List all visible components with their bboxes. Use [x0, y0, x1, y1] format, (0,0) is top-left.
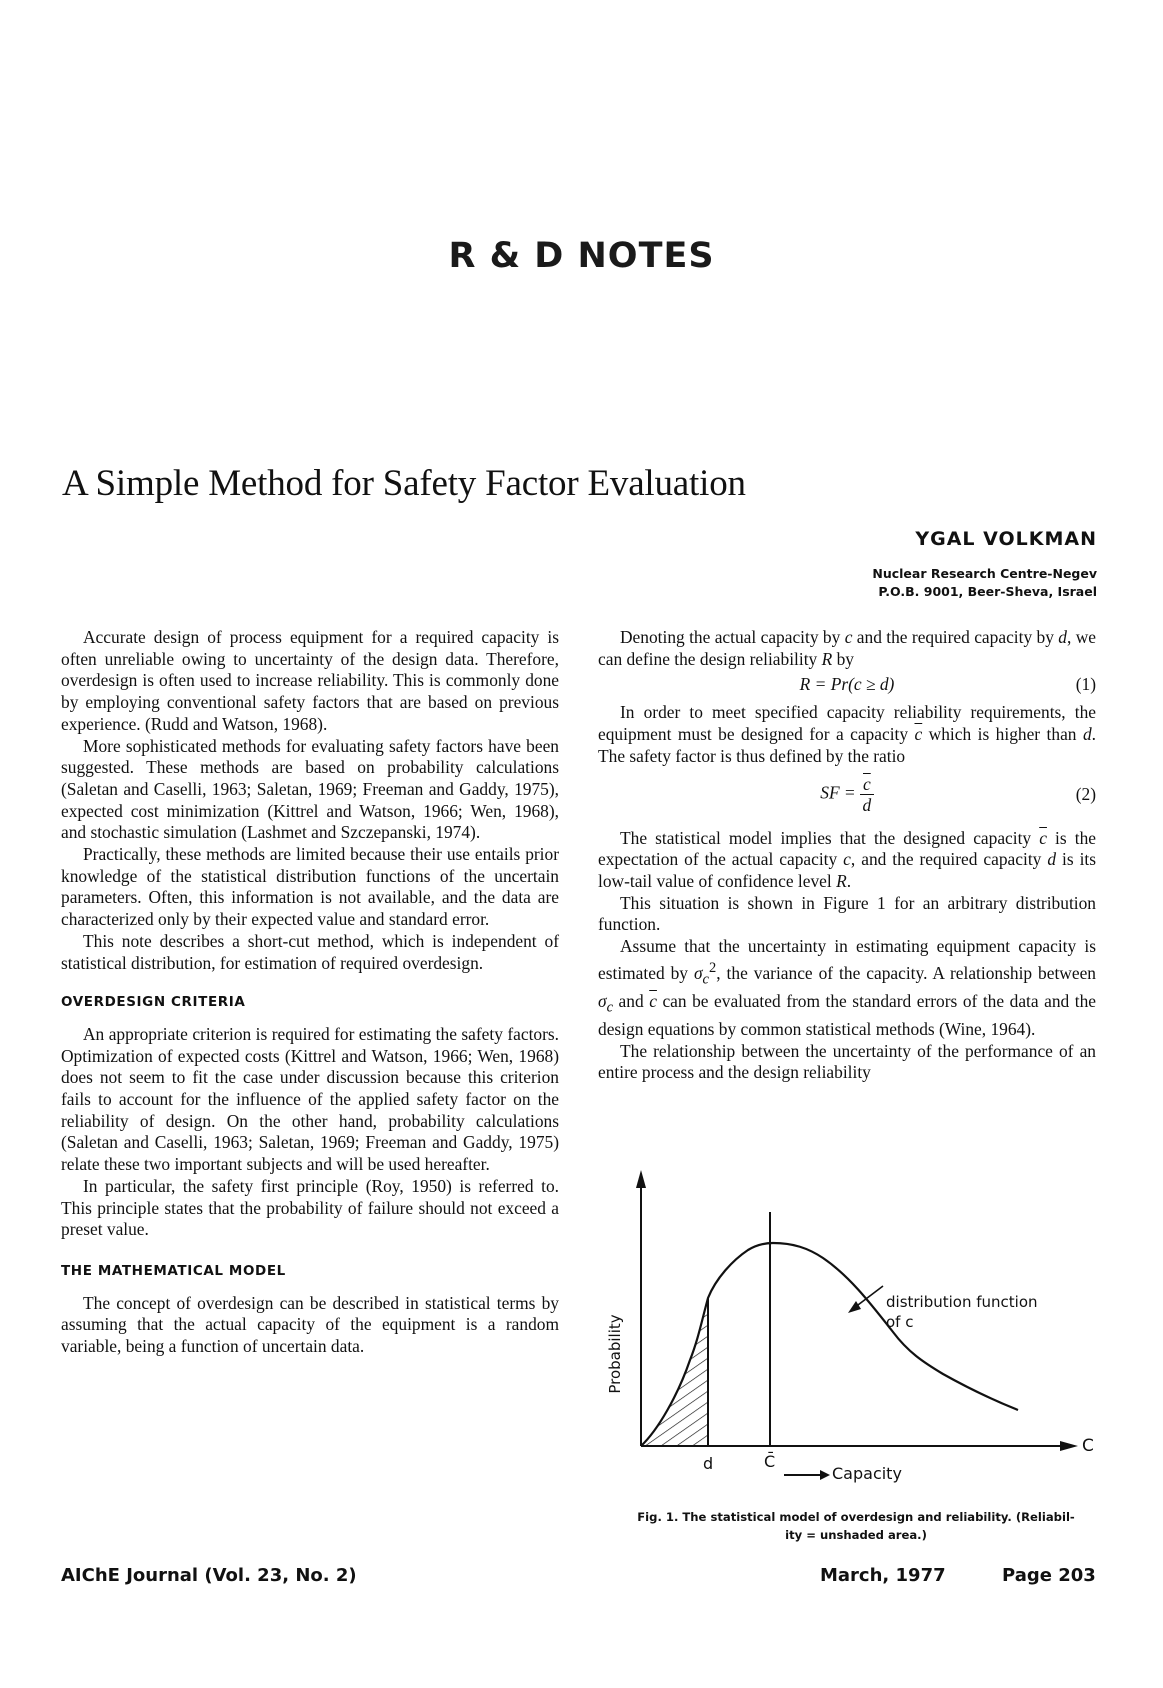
equation-number: (2): [1075, 783, 1096, 804]
article-title: A Simple Method for Safety Factor Evaluation: [62, 463, 746, 504]
section-banner: R & D NOTES: [448, 236, 715, 276]
fraction: $\frac{\overline{c}}{d}$: [860, 774, 874, 815]
paragraph: The concept of overdesign can be described in statistical terms by assuming that the actual capacity of the equipment is a random variable, being a function of uncertain data.: [61, 1292, 559, 1357]
equation-number: (1): [1075, 674, 1096, 695]
annotation-arrow-icon: [848, 1301, 861, 1313]
paragraph: Practically, these methods are limited because their use entails prior knowledge of the statistical distribution functions of the uncertain parameters. Often, this information is not available, and the data are characterized only by their expected value and standard error.: [61, 844, 559, 930]
x-axis-arrow-icon: [1060, 1441, 1078, 1451]
x-end-label: C: [1082, 1436, 1094, 1456]
page-number: Page 203: [1002, 1565, 1096, 1586]
d-label: d: [703, 1454, 714, 1473]
paragraph: This note describes a short-cut method, which is independent of statistical distribution, for estimation of required overdesign.: [61, 930, 559, 973]
equation-2: [598, 770, 1096, 822]
figure-caption: Fig. 1. The statistical model of overdesign and reliability. (Reliabil- ity = unshaded area.): [637, 1510, 1075, 1542]
affiliation-line-2: P.O.B. 9001, Beer-Sheva, Israel: [878, 584, 1097, 599]
issue-date: March, 1977: [820, 1565, 946, 1586]
author-name: YGAL VOLKMAN: [915, 528, 1097, 550]
paragraph: The relationship between the uncertainty of the performance of an entire process and the design reliability: [598, 1040, 1096, 1083]
paragraph: In order to meet specified capacity reliability requirements, the equipment must be designed for a capacity $\overline{c}$ which is higher than d. The safety factor is thus defined by the ratio: [598, 702, 1096, 766]
x-axis-label: Capacity: [832, 1464, 902, 1483]
affiliation-line-1: Nuclear Research Centre-Negev: [872, 566, 1097, 581]
section-heading-model: THE MATHEMATICAL MODEL: [61, 1262, 286, 1279]
shaded-failure-area: [641, 1298, 708, 1446]
author-affiliation: [872, 565, 1097, 601]
paragraph: More sophisticated methods for evaluating safety factors have been suggested. These methods are based on probability calculations (Saletan and Caselli, 1963; Saletan, 1969; Freeman and Gaddy, 1975), expected cost minimization (Kittrel and Watson, 1966; Wen, 1968), and stochastic simulation (Lashmet and Szczepanski, 1974).: [61, 735, 559, 843]
section-heading-overdesign: OVERDESIGN CRITERIA: [61, 994, 246, 1011]
capacity-arrow-icon: [784, 1474, 822, 1476]
equation-body: R = Pr(c ≥ d): [799, 674, 895, 695]
equation-1: [598, 674, 1096, 700]
distribution-chart: [598, 1160, 1118, 1500]
y-axis-label: Probability: [606, 1314, 624, 1394]
paragraph: This situation is shown in Figure 1 for an arbitrary distribution function.: [598, 892, 1096, 935]
y-axis-arrow-icon: [636, 1170, 646, 1188]
annotation-line-1: distribution function: [886, 1293, 1038, 1311]
paragraph: In particular, the safety first principle (Roy, 1950) is referred to. This principle states that the probability of failure should not exceed a preset value.: [61, 1175, 559, 1240]
right-column: [598, 627, 1096, 1084]
left-column: [61, 627, 559, 1358]
cbar-label: C̄: [764, 1452, 776, 1471]
paragraph: Accurate design of process equipment for a required capacity is often unreliable owing to uncertainty of the design data. Therefore, overdesign is often used to increase reliability. This is commonly done by employing conventional safety factors that are based on previous experience. (Rudd and Watson, 1968).: [61, 627, 559, 734]
paragraph: Denoting the actual capacity by c and the required capacity by d, we can define the design reliability R by: [598, 627, 1097, 669]
paragraph: The statistical model implies that the designed capacity $\overline{c}$ is the expectation of the actual capacity c, and the required capacity d is its low-tail value of confidence level R.: [598, 827, 1096, 891]
paragraph: An appropriate criterion is required for estimating the safety factors. Optimization of expected costs (Kittrel and Watson, 1966; Wen, 1968) does not seem to fit the case under discussion because this criterion fails to account for the influence of the applied safety factor on the reliability of design. On the other hand, probability calculations (Saletan and Caselli, 1963; Saletan, 1969; Freeman and Gaddy, 1975) relate these two important subjects and will be used hereafter.: [61, 1023, 559, 1175]
figure-1: [598, 1160, 1118, 1500]
equation-lhs: SF =: [820, 782, 860, 803]
annotation-line-2: of c: [886, 1313, 914, 1331]
paragraph: Assume that the uncertainty in estimating equipment capacity is estimated by $\sigma_c^2$, the variance of the capacity. A relationship between $\sigma_c$ and $\overline{c}$ can be evaluated from the standard errors of the data and the design equations by common statistical methods (Wine, 1964).: [598, 936, 1096, 1039]
journal-citation: AIChE Journal (Vol. 23, No. 2): [61, 1565, 357, 1586]
